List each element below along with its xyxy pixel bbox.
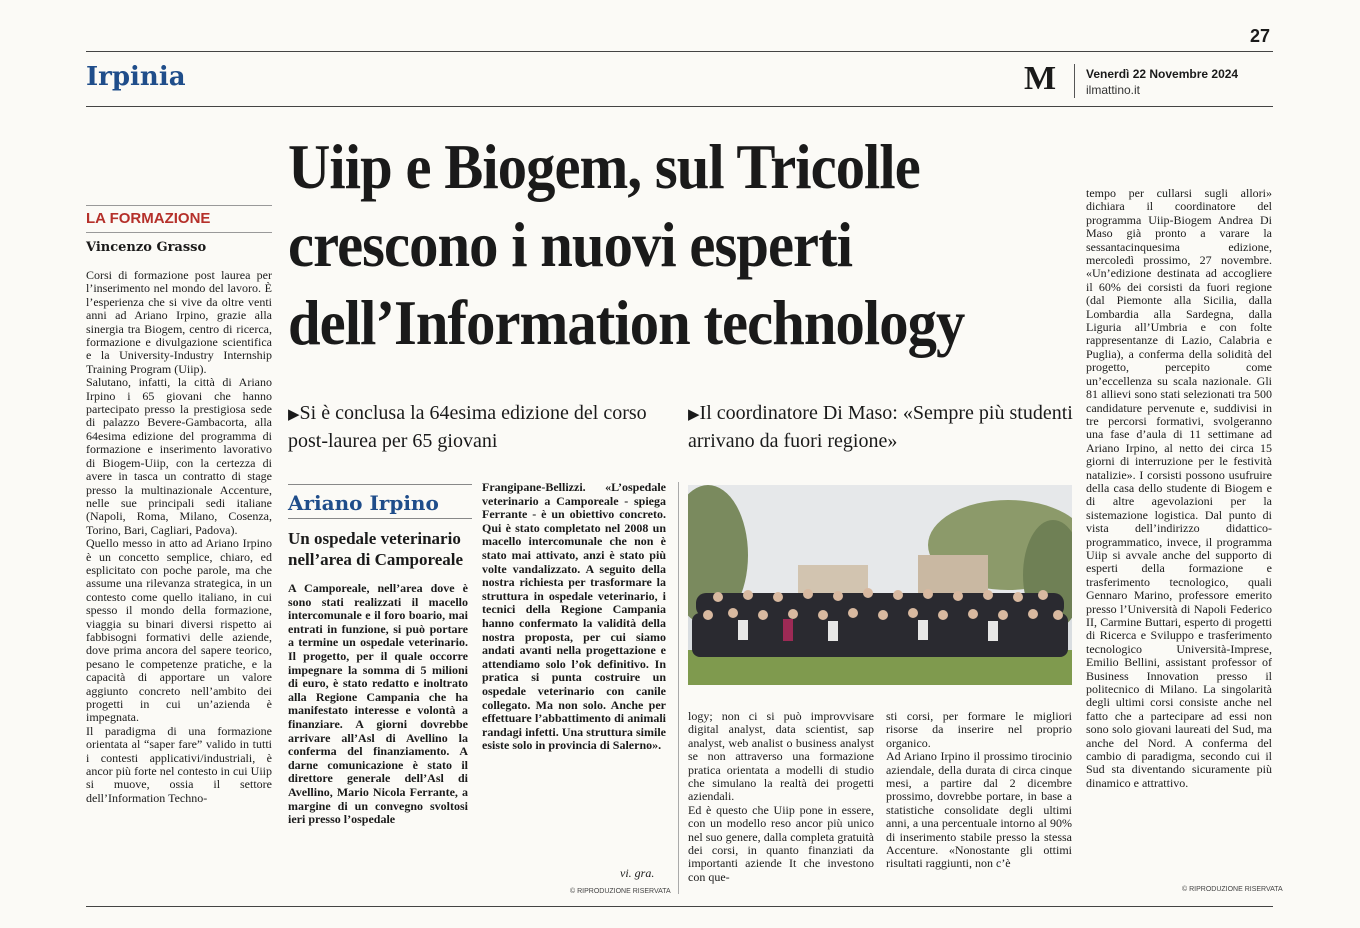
top-rule <box>86 51 1273 52</box>
paragraph: Ad Ariano Irpino il prossimo tirocinio aziendale, della durata di circa cinque mesi, a partire dal 2 dicembre prossimo, dovrebbe portare, in base a statistiche consolidate degli ultimi anni, a una percentuale intorno al 90% di inserimento stabile presso la stessa Accenture. «Nonostante gli ottimi risultati raggiunti, non c’è <box>886 749 1072 871</box>
box-column-2: Frangipane-Bellizzi. «L’ospedale veterinario a Camporeale - spiega Ferrante - è un obiettivo concreto. Qui è stato completato nel 2008 un macello intercomunale che non è stato mai attivato, anzi è stato più volte vandalizzato. A seguito della nostra richiesta per trasformare la struttura in ospedale veterinario, i tecnici della Regione Campania hanno confermato la validità della nostra proposta, per cui siamo andati avanti nella progettazione e attendiamo solo l’ok definitivo. In pratica si punta costruire un ospedale veterinario con canile collegato. Ma non solo. Anche per effettuare l’abbattimento di animali randagi infetti. Una struttura simile esiste solo in provincia di Salerno». <box>482 480 666 753</box>
column-5 <box>1086 187 1272 790</box>
paragraph: sti corsi, per formare le migliori risorse da inserire nel proprio organico. <box>886 709 1072 750</box>
column-3 <box>688 710 874 884</box>
author: Vincenzo Grasso <box>86 240 207 255</box>
logo-separator <box>1074 64 1075 98</box>
headline-line-1: Uiip e Biogem, sul Tricolle <box>288 132 920 202</box>
triangle-icon: ▶ <box>688 407 700 423</box>
box-signature: vi. gra. <box>620 866 655 880</box>
paragraph: Ed è questo che Uiip pone in essere, con un modello reso ancor più unico nel suo genere, dalla completa gratuità dei corsi, in quanto finanziati da importanti aziende It che investono con que- <box>688 802 874 884</box>
box-headline: Un ospedale veterinario nell’area di Camporeale <box>288 529 464 569</box>
website: ilmattino.it <box>1086 83 1141 97</box>
column-1 <box>86 269 272 805</box>
paragraph: Salutano, infatti, la città di Ariano Irpino i 65 giovani che hanno partecipato presso la prestigiosa sede di palazzo Bevere-Gambacorta, alla 64esima edizione del programma di formazione e inserimento lavorativo di Biogem-Uiip, con la certezza di avere in tasca un contratto di stage presso la multinazionale Accenture, nelle sue principali sedi italiane (Napoli, Roma, Milano, Cosenza, Torino, Bari, Cagliari, Padova). <box>86 375 272 537</box>
copyright-note: © RIPRODUZIONE RISERVATA <box>570 888 671 895</box>
bottom-rule <box>86 906 1273 907</box>
box-rule <box>288 484 472 485</box>
copyright-note-2: © RIPRODUZIONE RISERVATA <box>1182 886 1283 893</box>
box-rule-2 <box>288 518 472 519</box>
subhead-left: ▶Si è conclusa la 64esima edizione del corso post-laurea per 65 giovani <box>288 402 647 452</box>
headline-line-2: crescono i nuovi esperti <box>288 210 853 280</box>
page-number: 27 <box>1250 26 1271 46</box>
paragraph: Il paradigma di una formazione orientata al “saper fare” valido in tutti i contesti applicativi/industriali, è ancor più forte nel contesto in cui Uiip si muove, ossia il settore dell’Information Techno- <box>86 723 272 805</box>
header-rule <box>86 106 1273 107</box>
headline <box>288 128 1023 362</box>
subhead-right: ▶Il coordinatore Di Maso: «Sempre più studenti arrivano da fuori regione» <box>688 402 1073 452</box>
paragraph: Corsi di formazione post laurea per l’inserimento nel mondo del lavoro. È l’esperienza che si vive da oltre venti anni ad Ariano Irpino, grazie alla sinergia tra Biogem, centro di ricerca, formazione e divulgazione scientifica e la University-Industry Internship Training Program (Uiip). <box>86 268 272 376</box>
paragraph: logy; non ci si può improvvisare digital analyst, data scientist, sap analyst, web analist o business analyst se non attraverso una formazione pratica orientata a modelli di studio che simulano la realtà dei progetti aziendali. <box>688 709 874 804</box>
column-separator <box>678 482 679 894</box>
triangle-icon: ▶ <box>288 407 300 423</box>
newspaper-logo: M <box>1024 60 1056 97</box>
box-column-1: A Camporeale, nell’area dove è sono stati realizzati il macello intercomunale e il foro boario, mai entrati in funzione, si può portare a termine un ospedale veterinario. Il progetto, per il quale occorre impegnare la somma di 5 milioni di euro, è stato redatto e inoltrato alla Regione Campania che ha manifestato interesse e volontà a finanziare. A giorni dovrebbe arrivare all’Asl di Avellino la conferma del finanziamento. A darne comunicazione è stato il direttore generale dell’Asl di Avellino, Mario Nicola Ferrante, a margine di un convegno svoltosi ieri presso l’ospedale <box>288 581 468 827</box>
issue-date: Venerdì 22 Novembre 2024 <box>1086 67 1239 81</box>
kicker-rule <box>86 205 272 206</box>
group-photo <box>688 485 1072 685</box>
headline-line-3: dell’Information technology <box>288 288 965 358</box>
paragraph: Quello messo in atto ad Ariano Irpino è un concetto semplice, chiaro, ed esplicitato con poche parole, ma che assume una rilevanza strategica, in un contesto come quello italiano, in cui spesso il mondo della formazione, viaggia su binari diversi rispetto ai fabbisogni formativi delle aziende, dove prima ancora del sapere teorico, pesano le competenze pratiche, e la capacità di apportare un valore aggiunto concreto nell’ambito dei progetti in cui un’azienda è impegnata. <box>86 536 272 725</box>
section-title: Irpinia <box>86 62 186 92</box>
kicker: LA FORMAZIONE <box>86 210 211 227</box>
box-title: Ariano Irpino <box>288 491 439 515</box>
column-4 <box>886 710 1072 871</box>
kicker-rule-bottom <box>86 232 272 233</box>
paragraph: tempo per cullarsi sugli allori» dichiara il coordinatore del programma Uiip-Biogem Andrea Di Maso già pronto a varare la sessantacinquesima edizione, mercoledì prossimo, 27 novembre. «Un’edizione destinata ad accogliere il 60% dei corsisti da fuori regione (dal Piemonte alla Sicilia, dalla Lombardia alla Sardegna, dalla Liguria all’Umbria e con folte rappresentanze di Lazio, Calabria e Puglia), a conferma della solidità del progetto, percepito come un’eccellenza su scala nazionale. Gli 81 allievi sono stati selezionati tra 500 candidature pervenute e, suddivisi in tre percorsi formativi, svolgeranno una fase d’aula di 11 settimane ad Ariano Irpino, al netto dei circa 15 giorni di interruzione per le festività natalizie». I corsisti possono usufruire della casa dello studente di Biogem e di altre agevolazioni per la sistemazione logistica. Dal punto di vista dell’indirizzo didattico-programmatico, invece, il programma Uiip si avvale anche del supporto di esperti della formazione e trasferimento tecnologico, quali Gennaro Marino, professore emerito presso l’Università di Napoli Federico II, Carmine Buttari, esperto di progetti di Ricerca e Sviluppo e trasferimento tecnologico Università-Imprese, Emilio Bellini, assistant professor of Business Innovation presso il politecnico di Milano. La singolarità degli ultimi corsi consiste anche nel fatto che a partecipare ad essi non sono solo giovani laureati del Sud, ma anche del Nord. A conferma del cambio di paradigma, secondo cui il Sud sta diventando sicuramente più dinamico e attrattivo. <box>1086 186 1272 790</box>
